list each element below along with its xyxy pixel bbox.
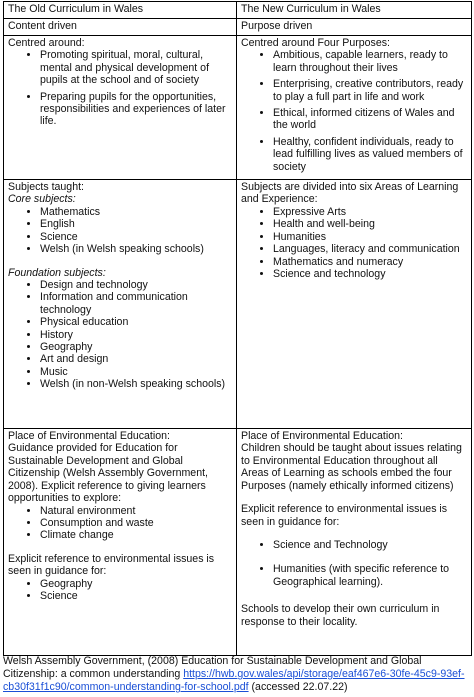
list-item: • Music xyxy=(40,366,232,378)
old-environmental-education-cell xyxy=(4,429,237,656)
list-item: • Consumption and waste xyxy=(40,517,232,529)
list-item: • Physical education xyxy=(40,316,232,328)
core-subjects-label: Core subjects: xyxy=(8,193,76,206)
spacer xyxy=(8,256,232,267)
list-item: • Humanities xyxy=(273,231,467,243)
old-centred-around-list xyxy=(8,49,232,127)
list-item: • Enterprising, creative contributors, ready to play a full part in life and work xyxy=(273,78,467,103)
list-item: • Languages, literacy and communication xyxy=(273,243,467,255)
old-env-guidance-paragraph: Explicit reference to environmental issues is seen in guidance for: xyxy=(8,552,215,578)
list-item: • Science xyxy=(40,590,232,602)
list-item: • Mathematics and numeracy xyxy=(273,256,467,268)
new-areas-of-learning-title: Subjects are divided into six Areas of Learning and Experience: xyxy=(241,181,459,206)
list-item: • Mathematics xyxy=(40,206,232,218)
new-env-locality-paragraph: Schools to develop their own curriculum in response to their locality. xyxy=(241,603,440,628)
foundation-subjects-list xyxy=(8,279,232,391)
table-row-environmental-education xyxy=(4,429,472,656)
old-centred-around-title: Centred around: xyxy=(8,37,85,49)
header-old-curriculum: The Old Curriculum in Wales xyxy=(4,2,237,19)
list-item: • Natural environment xyxy=(40,505,232,517)
subheader-content-driven: Content driven xyxy=(4,19,237,36)
foundation-subjects-label: Foundation subjects: xyxy=(8,266,106,279)
spacer xyxy=(241,492,467,503)
list-item: • Ethical, informed citizens of Wales and the world xyxy=(273,107,467,132)
old-env-paragraph: Guidance provided for Education for Sustainable Development and Global Citizenship (Welsh Assembly Government, 2008). Explicit reference to giving learners opportunities to explore: xyxy=(8,442,208,505)
core-subjects-list xyxy=(8,206,232,256)
list-item: • Promoting spiritual, moral, cultural, mental and physical development of pupils at the school and of society xyxy=(40,49,232,86)
curriculum-comparison-table xyxy=(3,1,472,656)
footnote-link[interactable]: https://hwb.gov.wales/api/storage/eaf467e6-30fe-45c9-93ef-cb30f31f1c90/common-understanding-for-school.pdf xyxy=(3,668,465,693)
old-subjects-title: Subjects taught: xyxy=(8,181,84,194)
areas-of-learning-list xyxy=(241,206,467,280)
list-item: • Ambitious, capable learners, ready to learn throughout their lives xyxy=(273,49,467,74)
list-item: • Expressive Arts xyxy=(273,206,467,218)
list-item: • Healthy, confident individuals, ready to lead fulfilling lives as valued members of society xyxy=(273,136,467,173)
list-item: • Climate change xyxy=(40,529,232,541)
list-item: • Welsh (in Welsh speaking schools) xyxy=(40,243,232,255)
table-header-row xyxy=(4,2,472,19)
list-item: • History xyxy=(40,329,232,341)
new-four-purposes-title: Centred around Four Purposes: xyxy=(241,37,390,49)
list-item: • Geography xyxy=(40,341,232,353)
old-subjects-cell xyxy=(4,180,237,429)
new-env-title: Place of Environmental Education: xyxy=(241,430,403,443)
spacer xyxy=(241,592,467,603)
list-item: • Welsh (in non-Welsh speaking schools) xyxy=(40,378,232,390)
footnote-text: Welsh Assembly Government, (2008) Education for Sustainable Development and Global Citizenship: a common understanding xyxy=(3,655,422,680)
new-environmental-education-cell xyxy=(237,429,472,656)
list-item: • Geography xyxy=(40,578,232,590)
list-item: • Health and well-being xyxy=(273,218,467,230)
footnote-citation xyxy=(3,655,473,694)
old-env-topics-list xyxy=(8,505,232,542)
spacer xyxy=(241,528,467,539)
list-item: • Science and Technology xyxy=(273,539,467,551)
spacer xyxy=(8,542,232,553)
list-item: • Information and communication technology xyxy=(40,291,232,316)
list-item: • Science and technology xyxy=(273,268,467,280)
new-areas-of-learning-cell xyxy=(237,180,472,429)
new-env-guidance-paragraph: Explicit reference to environmental issues is seen in guidance for: xyxy=(241,503,448,528)
old-env-guidance-list xyxy=(8,578,232,603)
table-row-centred-around xyxy=(4,36,472,180)
new-four-purposes-list xyxy=(241,49,467,173)
list-item: • Art and design xyxy=(40,353,232,365)
list-item: • English xyxy=(40,218,232,230)
list-item: • Preparing pupils for the opportunities, responsibilities and experiences of later life. xyxy=(40,91,232,128)
new-env-paragraph: Children should be taught about issues relating to Environmental Education throughout all Areas of Learning as schools embed the four Purposes (namely ethically informed citizens) xyxy=(241,442,462,492)
table-row-subjects xyxy=(4,180,472,429)
old-env-title: Place of Environmental Education: xyxy=(8,430,170,443)
list-item: • Design and technology xyxy=(40,279,232,291)
new-four-purposes-cell xyxy=(237,36,472,180)
old-centred-around-cell xyxy=(4,36,237,180)
header-new-curriculum: The New Curriculum in Wales xyxy=(237,2,472,19)
subheader-purpose-driven: Purpose driven xyxy=(237,19,472,36)
new-env-guidance-list xyxy=(241,539,467,588)
footnote-accessed-date: (accessed 22.07.22) xyxy=(248,681,348,693)
spacer xyxy=(273,555,467,559)
list-item: • Humanities (with specific reference to Geographical learning). xyxy=(273,563,467,588)
list-item: • Science xyxy=(40,231,232,243)
table-subheader-row xyxy=(4,19,472,36)
